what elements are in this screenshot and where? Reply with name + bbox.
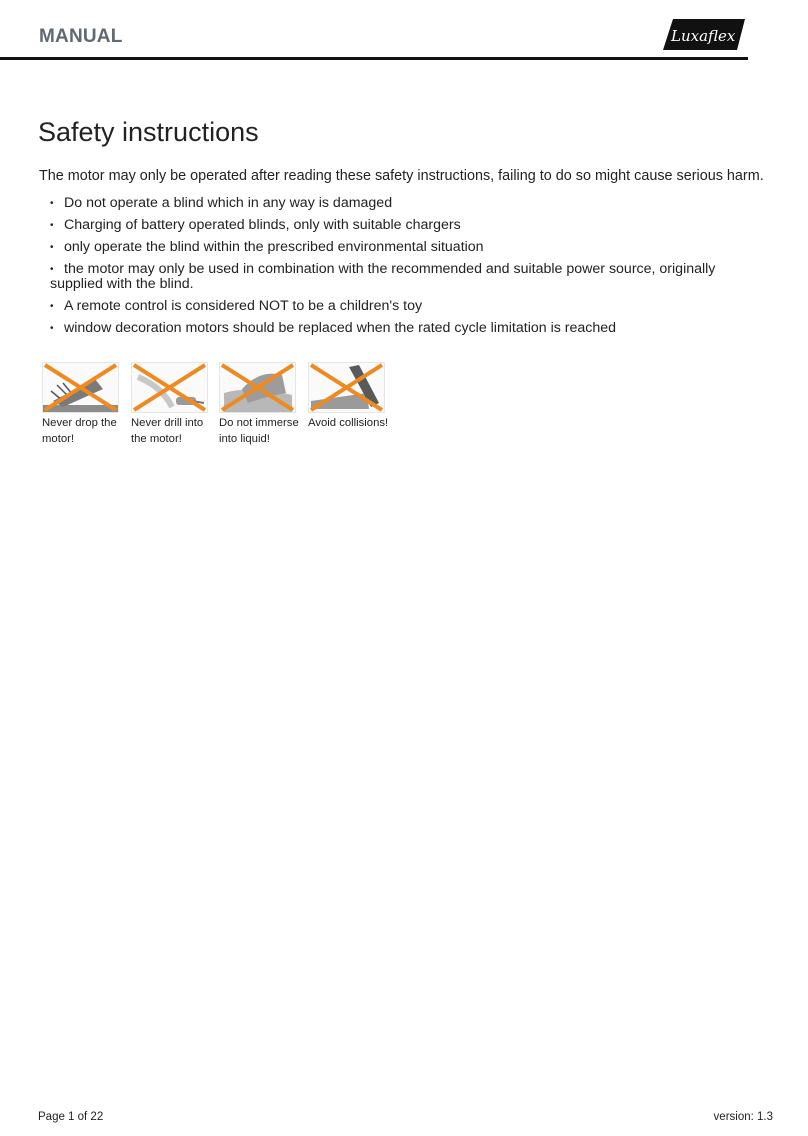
collision-icon: [308, 362, 385, 413]
drill-motor-icon: [131, 362, 208, 413]
list-item: • Charging of battery operated blinds, only with suitable chargers: [50, 217, 461, 233]
warning-caption: Do not immerse into liquid!: [219, 417, 299, 445]
warning-caption: Never drill into the motor!: [131, 417, 204, 445]
bullet-icon: •: [50, 198, 54, 209]
header-rule: [0, 57, 748, 60]
section-title: Safety instructions: [38, 117, 259, 147]
header-title: MANUAL: [39, 26, 123, 47]
bullet-icon: •: [50, 242, 54, 253]
warning-immerse: [219, 362, 297, 447]
warning-drop: [42, 362, 120, 447]
warning-caption: Never drop the motor!: [42, 417, 117, 445]
page-number: Page 1 of 22: [38, 1111, 104, 1123]
bullet-icon: •: [50, 264, 54, 275]
intro-text: The motor may only be operated after reading these safety instructions, failing to do so might cause serious harm.: [39, 168, 764, 184]
list-item: • Do not operate a blind which in any way is damaged: [50, 195, 393, 211]
luxaflex-logo: [663, 17, 747, 52]
drop-motor-icon: [42, 362, 119, 413]
immerse-motor-icon: [219, 362, 296, 413]
bullet-icon: •: [50, 301, 54, 312]
warning-drill: [131, 362, 209, 447]
logo-registered-mark: ®: [737, 19, 744, 27]
safety-list: [50, 196, 755, 343]
list-item: • only operate the blind within the prescribed environmental situation: [50, 239, 484, 255]
logo-text: Luxaflex: [671, 27, 736, 45]
list-item: • window decoration motors should be replaced when the rated cycle limitation is reached: [50, 320, 617, 336]
list-item: • A remote control is considered NOT to be a children's toy: [50, 298, 423, 314]
bullet-icon: •: [50, 220, 54, 231]
list-item: • the motor may only be used in combination with the recommended and suitable power source, originally supplied with the blind.: [50, 261, 716, 292]
warning-caption: Avoid collisions!: [308, 417, 389, 429]
version-label: version: 1.3: [713, 1111, 773, 1123]
warning-collision: [308, 362, 389, 432]
bullet-icon: •: [50, 323, 54, 334]
